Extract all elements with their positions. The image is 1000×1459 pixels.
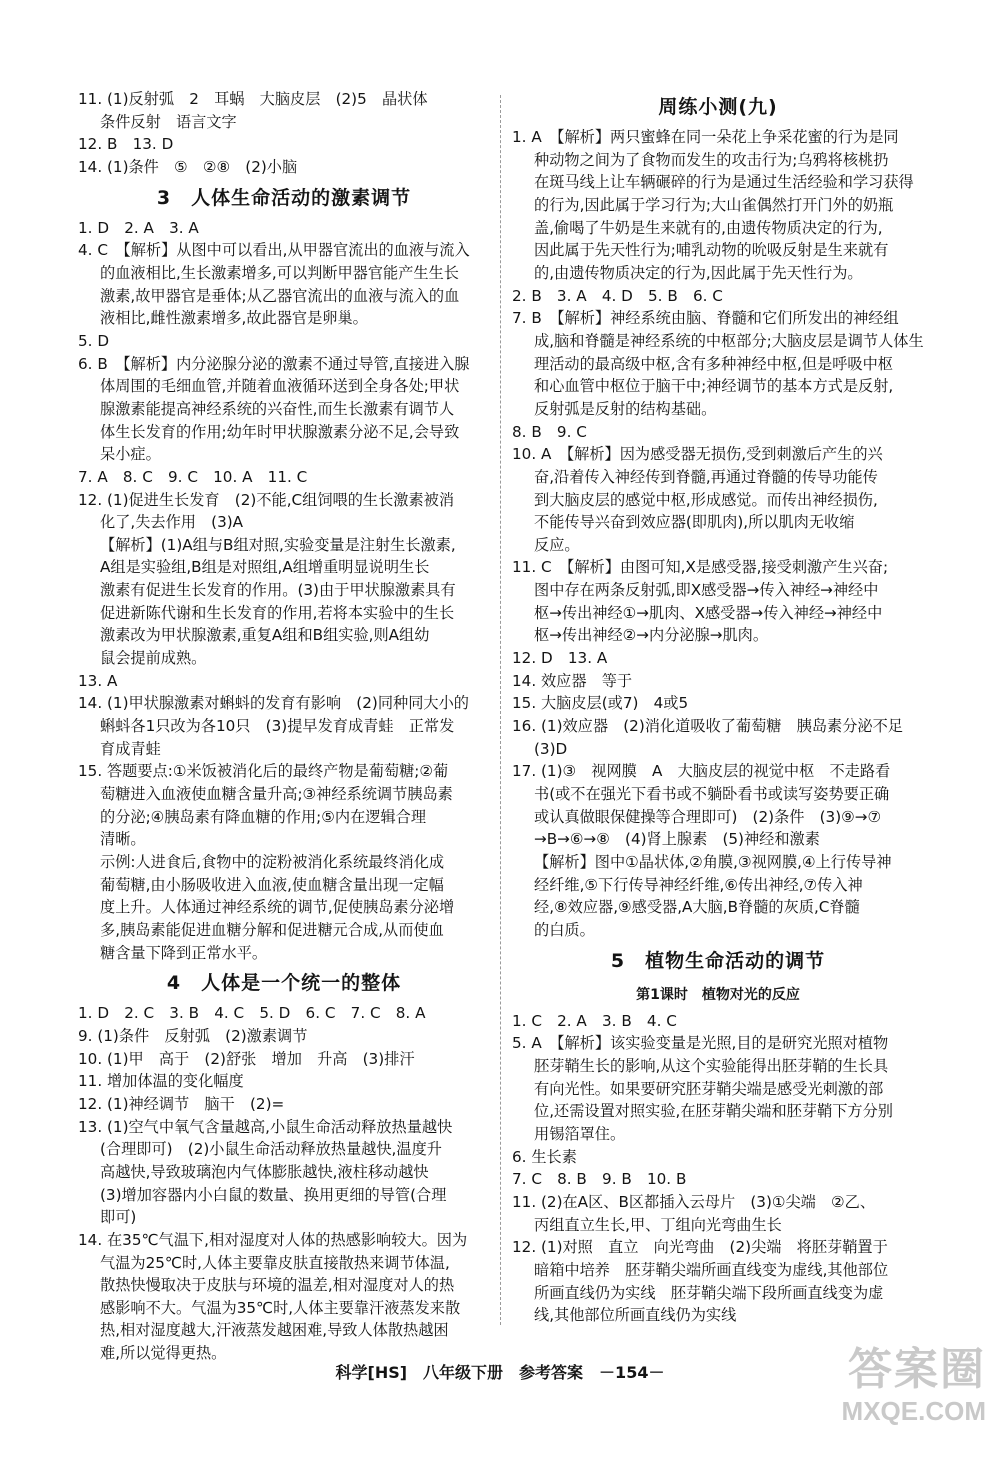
answer-continuation-line: 因此属于先天性行为;哺乳动物的吮吸反射是生来就有 xyxy=(534,241,889,260)
answer-continuation-line: →B→⑥→⑧ (4)肾上腺素 (5)神经和激素 xyxy=(534,830,820,849)
answer-continuation-line: 书(或不在强光下看书或不躺卧看书或读写姿势要正确 xyxy=(534,785,890,804)
answer-continuation-line: 和心血管中枢位于脑干中;神经调节的基本方式是反射, xyxy=(534,377,894,396)
answer-continuation-line: 散热快慢取决于皮肤与环境的温差,相对湿度对人的热 xyxy=(100,1276,455,1295)
answer-continuation-line: 的分泌;④胰岛素有降血糖的作用;⑤内在逻辑合理 xyxy=(100,807,427,826)
answer-continuation-line: 胚芽鞘生长的影响,从这个实验能得出胚芽鞘的生长具 xyxy=(534,1056,889,1075)
watermark-logo-text: 答案圈 xyxy=(848,1344,986,1395)
page-footer: 科学[HS] 八年级下册 参考答案 －154－ xyxy=(335,1363,665,1382)
answer-continuation-line: 激素有促进生长发育的作用。(3)由于甲状腺激素具有 xyxy=(100,581,456,600)
answer-line: 1. A 【解析】两只蜜蜂在同一朵花上争采花蜜的行为是同 xyxy=(512,128,899,146)
answer-continuation-line: 条件反射 语言文字 xyxy=(100,112,237,131)
answer-continuation-line: 示例:人进食后,食物中的淀粉被消化系统最终消化成 xyxy=(100,853,445,871)
answer-line: 5. A 【解析】该实验变量是光照,目的是研究光照对植物 xyxy=(512,1034,889,1053)
answer-line: 6. B 【解析】内分泌腺分泌的激素不通过导管,直接进入腺 xyxy=(78,354,470,373)
answer-continuation-line: 用锡箔罩住。 xyxy=(534,1124,626,1143)
answer-line: 14. 效应器 等于 xyxy=(512,671,633,690)
answer-continuation-line: 成,脑和脊髓是神经系统的中枢部分;大脑皮层是调节人体生 xyxy=(534,331,924,350)
answer-continuation-line: 到大脑皮层的感觉中枢,形成感觉。而传出神经损伤, xyxy=(534,490,878,509)
answer-continuation-line: 奋,沿着传入神经传到脊髓,再通过脊髓的传导功能传 xyxy=(534,467,878,486)
answer-continuation-line: 呆小症。 xyxy=(100,445,161,464)
answer-continuation-line: 清晰。 xyxy=(100,830,146,849)
section-heading: 3 人体生命活动的激素调节 xyxy=(156,186,412,209)
answer-line: 8. B 9. C xyxy=(512,422,587,441)
answer-continuation-line: 所画直线仍为实线 胚芽鞘尖端下段所画直线变为虚 xyxy=(534,1283,884,1302)
answer-line: 13. A xyxy=(78,671,118,690)
answer-continuation-line: 【解析】图中①晶状体,②角膜,③视网膜,④上行传导神 xyxy=(534,853,892,871)
answer-line: 14. 在35℃气温下,相对湿度对人体的热感影响较大。因为 xyxy=(78,1230,468,1249)
answer-continuation-line: A组是实验组,B组是对照组,A组增重明显说明生长 xyxy=(100,558,430,577)
answer-continuation-line: 在斑马线上让车辆碾碎的行为是通过生活经验和学习获得 xyxy=(534,173,914,192)
answer-line: 11. C 【解析】由图可知,X是感受器,接受刺激产生兴奋; xyxy=(512,558,889,577)
answer-line: 1. D 2. A 3. A xyxy=(78,218,199,237)
answer-line: 7. B 【解析】神经系统由脑、脊髓和它们所发出的神经组 xyxy=(512,309,899,328)
answer-line: 14. (1)条件 ⑤ ②⑧ (2)小脑 xyxy=(78,157,298,176)
answer-continuation-line: 的,由遗传物质决定的行为,因此属于先天性行为。 xyxy=(534,263,863,282)
watermark-logo xyxy=(826,1345,986,1437)
answer-line: 9. (1)条件 反射弧 (2)激素调节 xyxy=(78,1026,308,1045)
section-heading: 5 植物生命活动的调节 xyxy=(610,949,826,972)
section-heading: 4 人体是一个统一的整体 xyxy=(166,972,402,995)
answer-line: 11. (2)在A区、B区都插入云母片 (3)①尖端 ②乙、 xyxy=(512,1192,876,1211)
answer-continuation-line: 多,胰岛素能促进血糖分解和促进糖元合成,从而使血 xyxy=(100,920,444,939)
answer-continuation-line: 气温为25℃时,人体主要靠皮肤直接散热来调节体温, xyxy=(100,1253,450,1272)
answer-line: 15. 答题要点:①米饭被消化后的最终产物是葡萄糖;②葡 xyxy=(78,762,449,781)
answer-continuation-line: 枢→传出神经①→肌肉、X感受器→传入神经→神经中 xyxy=(534,603,883,622)
answer-continuation-line: 即可) xyxy=(100,1208,137,1227)
answer-continuation-line: 腺激素能提高神经系统的兴奋性,而生长激素有调节人 xyxy=(100,399,455,418)
answer-continuation-line: 萄糖进入血液使血糖含量升高;③神经系统调节胰岛素 xyxy=(100,785,453,804)
answer-continuation-line: 不能传导兴奋到效应器(即肌肉),所以肌肉无收缩 xyxy=(534,513,855,532)
answer-line: 2. B 3. A 4. D 5. B 6. C xyxy=(512,286,723,305)
answer-continuation-line: 热,相对湿度越大,汗液蒸发越困难,导致人体散热越困 xyxy=(100,1321,449,1340)
answer-line: 11. (1)反射弧 2 耳蜗 大脑皮层 (2)5 晶状体 xyxy=(78,90,428,108)
watermark-url: MXQE.COM xyxy=(841,1396,986,1426)
answer-continuation-line: 【解析】(1)A组与B组对照,实验变量是注射生长激素, xyxy=(100,535,456,554)
answer-continuation-line: 反射弧是反射的结构基础。 xyxy=(534,399,717,418)
answer-continuation-line: 理活动的最高级中枢,含有多种神经中枢,但是呼吸中枢 xyxy=(534,354,893,373)
answer-continuation-line: 的血液相比,生长激素增多,可以判断甲器官能产生生长 xyxy=(100,263,459,282)
answer-line: 13. (1)空气中氧气含量越高,小鼠生命活动释放热量越快 xyxy=(78,1117,453,1136)
answer-continuation-line: 育成青蛙 xyxy=(100,739,161,758)
answer-line: 11. 增加体温的变化幅度 xyxy=(78,1072,244,1091)
answer-continuation-line: 经,⑧效应器,⑨感受器,A大脑,B脊髓的灰质,C脊髓 xyxy=(534,898,860,917)
answer-continuation-line: 糖含量下降到正常水平。 xyxy=(100,943,268,962)
answer-continuation-line: 图中存在两条反射弧,即X感受器→传入神经→神经中 xyxy=(534,581,879,600)
answer-continuation-line: 种动物之间为了食物而发生的攻击行为;乌鸦将核桃扔 xyxy=(534,150,889,169)
answer-continuation-line: 体生长发育的作用;幼年时甲状腺激素分泌不足,会导致 xyxy=(100,422,460,441)
answer-continuation-line: 的行为,因此属于学习行为;大山雀偶然打开门外的奶瓶 xyxy=(534,195,894,214)
column-divider xyxy=(500,95,501,1325)
right-column xyxy=(512,88,924,1327)
answer-continuation-line: 高越快,导致玻璃泡内气体膨胀越快,液柱移动越快 xyxy=(100,1162,429,1181)
answer-line: 1. C 2. A 3. B 4. C xyxy=(512,1011,677,1030)
answer-line: 4. C 【解析】从图中可以看出,从甲器官流出的血液与流入 xyxy=(78,241,470,260)
answer-continuation-line: 经纤维,⑤下行传导神经纤维,⑥传出神经,⑦传入神 xyxy=(534,875,863,894)
answer-continuation-line: 度上升。人体通过神经系统的调节,促使胰岛素分泌增 xyxy=(100,898,455,917)
answer-continuation-line: 反应。 xyxy=(534,535,580,554)
answer-line: 10. (1)甲 高于 (2)舒张 增加 升高 (3)排汗 xyxy=(78,1049,415,1068)
subsection-heading: 第1课时 植物对光的反应 xyxy=(636,986,800,1003)
answer-continuation-line: 枢→传出神经②→内分泌腺→肌肉。 xyxy=(534,626,769,645)
answer-continuation-line: 化了,失去作用 (3)A xyxy=(100,513,244,532)
answer-line: 6. 生长素 xyxy=(512,1147,577,1166)
answer-line: 12. D 13. A xyxy=(512,649,608,668)
answer-continuation-line: 促进新陈代谢和生长发育的作用,若将本实验中的生长 xyxy=(100,603,455,622)
answer-continuation-line: 线,其他部位所画直线仍为实线 xyxy=(534,1306,737,1325)
section-heading: 周练小测(九) xyxy=(658,96,778,118)
answer-continuation-line: (3)增加容器内小白鼠的数量、换用更细的导管(合理 xyxy=(100,1185,447,1204)
answer-continuation-line: 暗箱中培养 胚芽鞘尖端所画直线变为虚线,其他部位 xyxy=(534,1260,889,1279)
answer-line: 12. B 13. D xyxy=(78,135,174,154)
answer-line: 12. (1)促进生长发育 (2)不能,C组饲喂的生长激素被消 xyxy=(78,490,455,509)
answer-continuation-line: 的白质。 xyxy=(534,920,595,939)
answer-continuation-line: (3)D xyxy=(534,739,568,758)
answer-line: 1. D 2. C 3. B 4. C 5. D 6. C 7. C 8. A xyxy=(78,1004,426,1023)
left-column xyxy=(78,88,490,1365)
answer-line: 7. C 8. B 9. B 10. B xyxy=(512,1170,687,1189)
answer-continuation-line: 或认真做眼保健操等合理即可) (2)条件 (3)⑨→⑦ xyxy=(534,807,882,826)
answer-line: 14. (1)甲状腺激素对蝌蚪的发育有影响 (2)同种同大小的 xyxy=(78,694,469,713)
answer-continuation-line: 感影响不大。气温为35℃时,人体主要靠汗液蒸发来散 xyxy=(100,1298,461,1317)
answer-continuation-line: 葡萄糖,由小肠吸收进入血液,使血糖含量出现一定幅 xyxy=(100,875,444,894)
answer-line: 16. (1)效应器 (2)消化道吸收了葡萄糖 胰岛素分泌不足 xyxy=(512,717,903,736)
answer-line: 17. (1)③ 视网膜 A 大脑皮层的视觉中枢 不走路看 xyxy=(512,762,891,781)
answer-continuation-line: 盖,偷喝了牛奶是生来就有的,由遗传物质决定的行为, xyxy=(534,218,883,237)
answer-continuation-line: 蝌蚪各1只改为各10只 (3)提早发育成青蛙 正常发 xyxy=(100,717,455,736)
answer-line: 7. A 8. C 9. C 10. A 11. C xyxy=(78,467,308,486)
answer-continuation-line: 有向光性。如果要研究胚芽鞘尖端是感受光刺激的部 xyxy=(534,1079,884,1098)
answer-continuation-line: 激素改为甲状腺激素,重复A组和B组实验,则A组幼 xyxy=(100,626,430,645)
answer-line: 15. 大脑皮层(或7) 4或5 xyxy=(512,694,689,713)
answer-line: 5. D xyxy=(78,331,110,350)
answer-continuation-line: 位,还需设置对照实验,在胚芽鞘尖端和胚芽鞘下方分别 xyxy=(534,1102,893,1121)
answer-line: 12. (1)神经调节 脑干 (2)= xyxy=(78,1094,285,1113)
answer-line: 10. A 【解析】因为感受器无损伤,受到刺激后产生的兴 xyxy=(512,445,883,464)
answer-continuation-line: 液相比,雌性激素增多,故此器官是卵巢。 xyxy=(100,309,368,328)
answer-continuation-line: 难,所以觉得更热。 xyxy=(100,1344,227,1363)
answer-continuation-line: 激素,故甲器官是垂体;从乙器官流出的血液与流入的血 xyxy=(100,286,460,305)
answer-continuation-line: 丙组直立生长,甲、丁组向光弯曲生长 xyxy=(534,1215,782,1234)
answer-continuation-line: 鼠会提前成熟。 xyxy=(100,649,207,668)
answer-continuation-line: 体周围的毛细血管,并随着血液循环送到全身各处;甲状 xyxy=(100,377,460,396)
answer-continuation-line: (合理即可) (2)小鼠生命活动释放热量越快,温度升 xyxy=(100,1140,442,1159)
answer-line: 12. (1)对照 直立 向光弯曲 (2)尖端 将胚芽鞘置于 xyxy=(512,1238,888,1257)
